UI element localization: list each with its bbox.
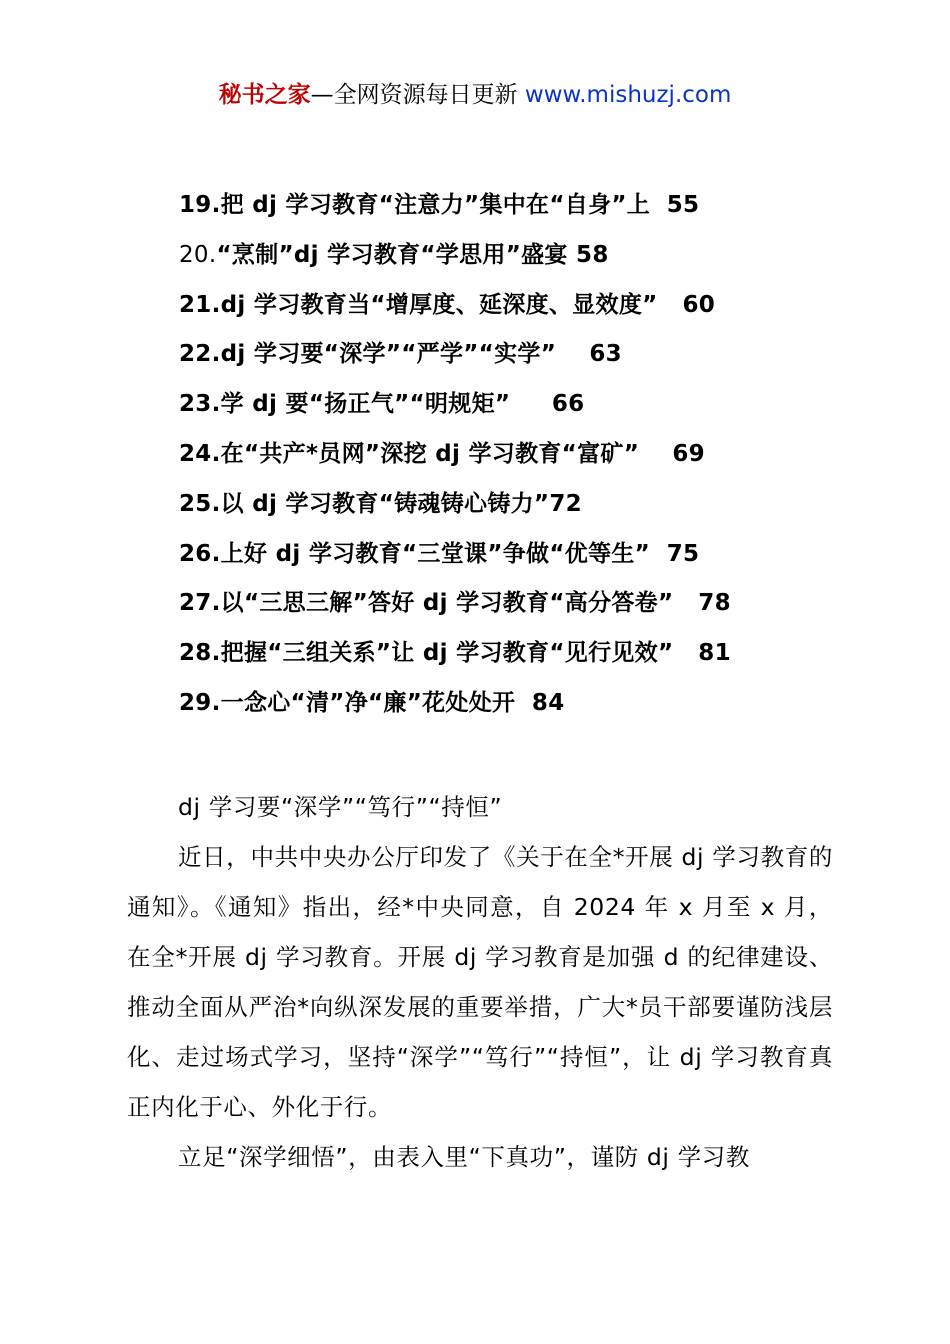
toc-item[interactable]: 20.“烹制”dj 学习教育“学思用”盛宴 58 xyxy=(179,241,609,268)
article-paragraph: 近日，中共中央办公厅印发了《关于在全*开展 dj 学习教育的通知》。《通知》指出，经*中央同意，自 2024 年 x 月至 x 月，在全*开展 dj 学习教育。开展 dj 学习教育是加强 d 的纪律建设、推动全面从严治*向纵深发展的重要举措，广大*员干部要谨防浅层化、走过场式学习，坚持“深学”“笃行”“持恒”，让 dj 学习教育真正内化于心、外化于行。 xyxy=(127,843,833,1121)
toc-item[interactable]: 29.一念心“清”净“廉”花处处开 84 xyxy=(179,689,565,716)
site-header xyxy=(0,78,950,112)
article-title: dj 学习要“深学”“笃行”“持恒” xyxy=(178,793,503,821)
site-url[interactable]: www.mishuzj.com xyxy=(524,82,732,108)
toc-item[interactable]: 25.以 dj 学习教育“铸魂铸心铸力”72 xyxy=(179,490,582,517)
toc-item[interactable]: 21.dj 学习教育当“增厚度、延深度、显效度” 60 xyxy=(179,291,716,318)
header-tagline: —全网资源每日更新 xyxy=(310,82,525,108)
toc-item[interactable]: 23.学 dj 要“扬正气”“明规矩” 66 xyxy=(179,391,585,418)
brand-name: 秘书之家 xyxy=(218,82,311,108)
toc-item[interactable]: 27.以“三思三解”答好 dj 学习教育“高分答卷” 78 xyxy=(179,590,731,617)
toc-item[interactable]: 22.dj 学习要“深学”“严学”“实学” 63 xyxy=(179,341,622,368)
toc-item[interactable]: 24.在“共产*员网”深挖 dj 学习教育“富矿” 69 xyxy=(179,440,705,467)
article-body xyxy=(127,782,833,1182)
toc-item[interactable]: 26.上好 dj 学习教育“三堂课”争做“优等生” 75 xyxy=(179,540,700,567)
article-paragraph: 立足“深学细悟”，由表入里“下真功”，谨防 dj 学习教 xyxy=(178,1143,750,1171)
toc-item[interactable]: 28.把握“三组关系”让 dj 学习教育“见行见效” 81 xyxy=(179,640,731,667)
toc-item[interactable]: 19.把 dj 学习教育“注意力”集中在“自身”上 55 xyxy=(179,192,700,218)
table-of-contents xyxy=(179,185,879,733)
